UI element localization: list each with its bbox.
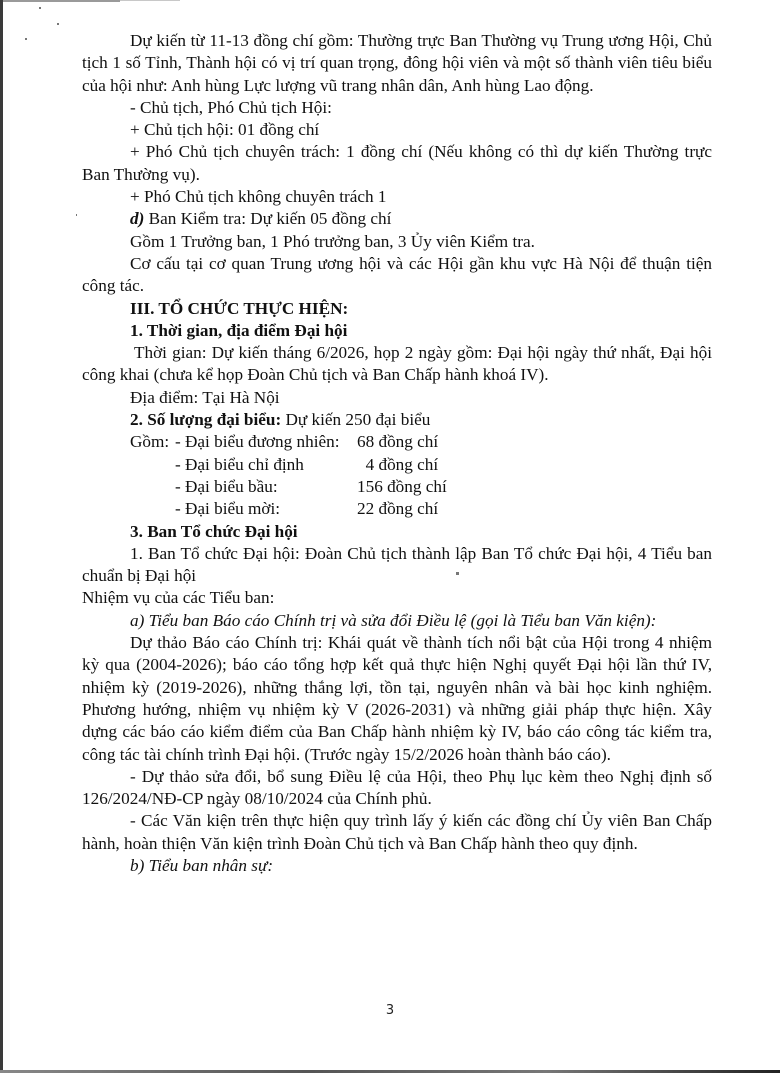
delegate-value: 156 đồng chí	[357, 476, 447, 496]
heading-personnel-subcommittee: b) Tiểu ban nhân sự:	[130, 855, 274, 875]
delegates-prefix: Gồm:	[130, 432, 170, 452]
delegate-label: - Đại biểu bầu:	[175, 476, 278, 496]
delegate-value: 68 đồng chí	[357, 432, 439, 452]
delegates-list	[82, 431, 712, 520]
heading-organizing-committee: 3. Ban Tổ chức Đại hội	[130, 521, 298, 541]
inspection-board-text: Ban Kiểm tra: Dự kiến 05 đồng chí	[144, 209, 392, 229]
section-heading-implementation: III. TỔ CHỨC THỰC HIỆN:	[130, 298, 349, 318]
scan-speck	[39, 7, 41, 9]
document-page	[82, 30, 712, 877]
delegate-label: - Đại biểu mời:	[175, 499, 281, 519]
delegate-row	[130, 498, 712, 520]
paragraph-executive-committee: Dự kiến từ 11-13 đồng chí gồm: Thường trực Ban Thường vụ Trung ương Hội, Chủ tịch 1 số Tỉnh, Thành hội có vị trí quan trọng, đông hội viên và một số thành viên tiêu biểu của hội như: Anh hùng Lực lượng vũ trang nhân dân, Anh hùng Lao động.	[82, 31, 712, 95]
item-label-d: d)	[130, 209, 145, 229]
delegate-value: 22 đồng chí	[357, 499, 439, 519]
paragraph-structure: Cơ cấu tại cơ quan Trung ương hội và các Hội gần khu vực Hà Nội để thuận tiện công tác.	[82, 253, 712, 296]
heading-documents-subcommittee: a) Tiểu ban Báo cáo Chính trị và sửa đổi Điều lệ (gọi là Tiểu ban Văn kiện):	[130, 610, 657, 630]
delegate-label: - Đại biểu đương nhiên:	[175, 432, 340, 452]
delegate-row	[130, 476, 712, 498]
delegates-total: Dự kiến 250 đại biểu	[281, 410, 431, 430]
paragraph-chair-heading: - Chủ tịch, Phó Chủ tịch Hội:	[130, 97, 332, 117]
scan-speck	[25, 38, 27, 40]
paragraph-charter-amendment: - Dự thảo sửa đổi, bổ sung Điều lệ của Hội, theo Phụ lục kèm theo Nghị định số 126/2024/NĐ-CP ngày 08/10/2024 của Chính phủ.	[82, 766, 712, 809]
delegate-row	[130, 454, 712, 476]
paragraph-vice-chair-parttime: + Phó Chủ tịch không chuyên trách 1	[130, 187, 387, 207]
heading-delegates	[82, 409, 712, 431]
heading-time-place: 1. Thời gian, địa điểm Đại hội	[130, 320, 348, 340]
delegate-label: - Đại biểu chỉ định	[175, 454, 304, 474]
scan-speck	[57, 23, 59, 25]
paragraph-organizing-committee: 1. Ban Tổ chức Đại hội: Đoàn Chủ tịch thành lập Ban Tổ chức Đại hội, 4 Tiểu ban chuẩn bị Đại hội	[82, 543, 712, 586]
paragraph-chair: + Chủ tịch hội: 01 đồng chí	[130, 120, 320, 140]
paragraph-inspection-members: Gồm 1 Trưởng ban, 1 Phó trưởng ban, 3 Ủy viên Kiểm tra.	[130, 231, 535, 251]
scan-edge-top	[0, 0, 120, 2]
paragraph-consultation: - Các Văn kiện trên thực hiện quy trình lấy ý kiến các đồng chí Ủy viên Ban Chấp hành, hoàn thiện Văn kiện trình Đoàn Chủ tịch và Ban Chấp hành theo quy định.	[82, 811, 712, 853]
paragraph-political-report: Dự thảo Báo cáo Chính trị: Khái quát về thành tích nổi bật của Hội trong 4 nhiệm kỳ qua (2004-2026); báo cáo tổng hợp kết quả thực hiện Nghị quyết Đại hội lần thứ IV, nhiệm kỳ (2019-2026), những thắng lợi, tồn tại, nguyên nhân và bài học kinh nghiệm. Phương hướng, nhiệm vụ nhiệm kỳ V (2026-2031) và những giải pháp thực hiện. Xây dựng các báo cáo kiểm điểm của Ban Chấp hành nhiệm kỳ IV, báo cáo công tác kiểm tra, công tác tài chính trình Đại hội. (Trước ngày 15/2/2026 hoàn thành báo cáo).	[82, 633, 712, 764]
paragraph-inspection-board	[82, 208, 712, 230]
paragraph-time: Thời gian: Dự kiến tháng 6/2026, họp 2 ngày gồm: Đại hội ngày thứ nhất, Đại hội công khai (chưa kể họp Đoàn Chủ tịch và Ban Chấp hành khoá IV).	[82, 343, 712, 385]
scan-edge-left	[0, 0, 3, 1073]
page-number: 3	[385, 1003, 395, 1018]
delegates-label: 2. Số lượng đại biểu:	[130, 410, 282, 430]
paragraph-place: Địa điểm: Tại Hà Nội	[130, 387, 280, 407]
paragraph-vice-chair-fulltime: + Phó Chủ tịch chuyên trách: 1 đồng chí (Nếu không có thì dự kiến Thường trực Ban Thường vụ).	[82, 142, 712, 184]
paragraph-subcommittee-tasks: Nhiệm vụ của các Tiểu ban:	[82, 588, 275, 608]
scan-edge-top-faint	[120, 0, 180, 1]
delegate-row	[130, 431, 712, 453]
delegate-value: 4 đồng chí	[357, 454, 439, 474]
scan-speck	[76, 214, 77, 216]
